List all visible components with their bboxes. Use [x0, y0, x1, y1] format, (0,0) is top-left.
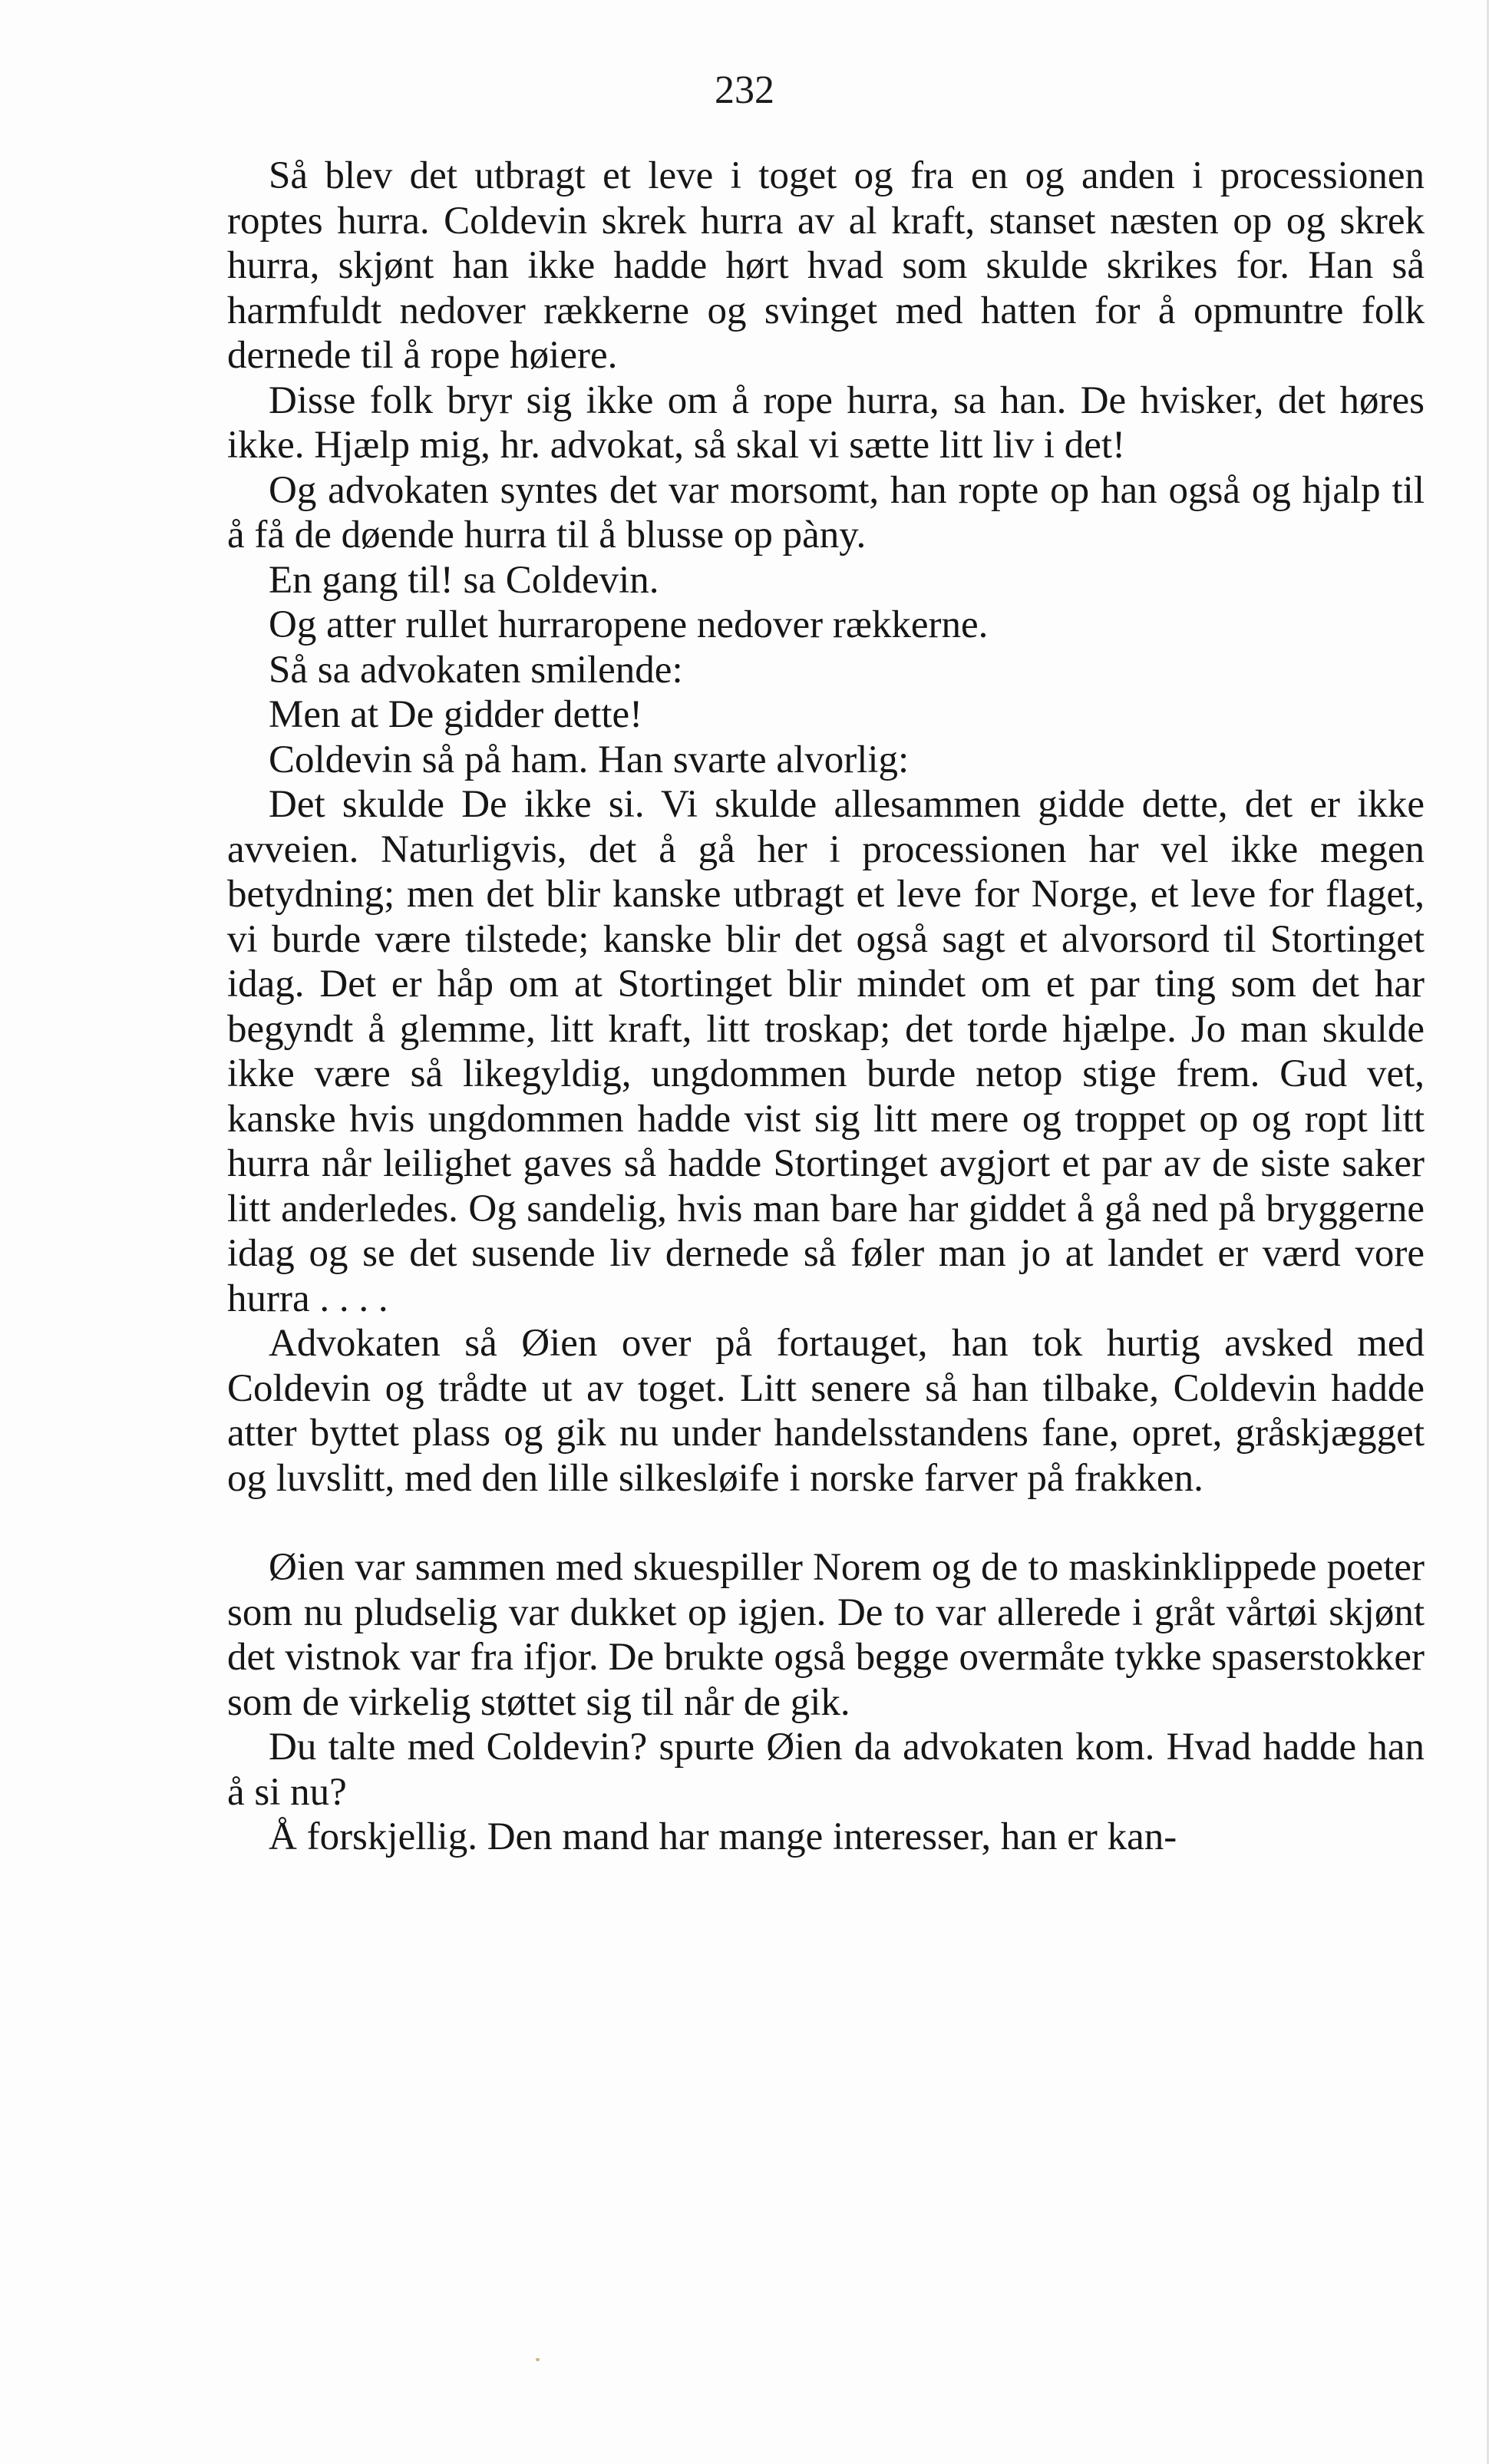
paragraph: Disse folk bryr sig ikke om å rope hurra, sa han. De hvisker, det høres ikke. Hjælp mig, hr. advokat, så skal vi sætte litt liv i det!: [227, 378, 1425, 467]
paragraph: Så blev det utbragt et leve i toget og fra en og anden i processionen roptes hurra. Coldevin skrek hurra av al kraft, stanset næsten op og skrek hurra, skjønt han ikke hadde hørt hvad som skulde skrikes for. Han så harmfuldt nedover rækkerne og svinget med hatten for å opmuntre folk dernede til å rope høiere.: [227, 154, 1425, 377]
paragraph: Og atter rullet hurraropene nedover rækkerne.: [269, 603, 989, 646]
paragraph: Men at De gidder dette!: [269, 693, 643, 736]
paper-speck: [536, 2358, 540, 2361]
paragraph: En gang til! sa Coldevin.: [269, 558, 659, 602]
paragraph: Advokaten så Øien over på fortauget, han tok hurtig avsked med Coldevin og trådte ut av toget. Litt senere så han tilbake, Coldevin hadde atter byttet plass og gik nu under handelsstandens fane, opret, gråskjægget og luvslitt, med den lille silkesløife i norske farver på frakken.: [227, 1322, 1425, 1500]
paragraph: Du talte med Coldevin? spurte Øien da advokaten kom. Hvad hadde han å si nu?: [227, 1726, 1425, 1814]
body-text: [227, 154, 1425, 1860]
paragraph: Og advokaten syntes det var morsomt, han ropte op han også og hjalp til å få de døende hurra til å blusse op pàny.: [227, 468, 1425, 557]
paragraph: Så sa advokaten smilende:: [269, 648, 683, 692]
paragraph: Det skulde De ikke si. Vi skulde allesammen gidde dette, det er ikke avveien. Naturligvis, det å gå her i processionen har vel ikke megen betydning; men det blir kanske utbragt et leve for Norge, et leve for flaget, vi burde være tilstede; kanske blir det også sagt et alvorsord til Stortinget idag. Det er håp om at Stortinget blir mindet om et par ting som det har begyndt å glemme, litt kraft, litt troskap; det torde hjælpe. Jo man skulde ikke være så likegyldig, ungdommen burde netop stige frem. Gud vet, kanske hvis ungdommen hadde vist sig litt mere og troppet op og ropt litt hurra når leilighet gaves så hadde Stortinget avgjort et par av de siste saker litt anderledes. Og sandelig, hvis man bare har giddet å gå ned på bryggerne idag og se det susende liv dernede så føler man jo at landet er værd vore hurra . . . .: [227, 783, 1425, 1320]
paragraph: Coldevin så på ham. Han svarte alvorlig:: [269, 738, 910, 781]
page-number: 232: [715, 68, 774, 112]
paragraph: Å forskjellig. Den mand har mange interesser, han er kan-: [269, 1815, 1177, 1858]
paragraph-section-start: Øien var sammen med skuespiller Norem og de to maskinklippede poeter som nu pludselig var dukket op igjen. De to var allerede i gråt vårtøi skjønt det vistnok var fra ifjor. De brukte også begge overmåte tykke spaserstokker som de virkelig støttet sig til når de gik.: [227, 1546, 1425, 1724]
